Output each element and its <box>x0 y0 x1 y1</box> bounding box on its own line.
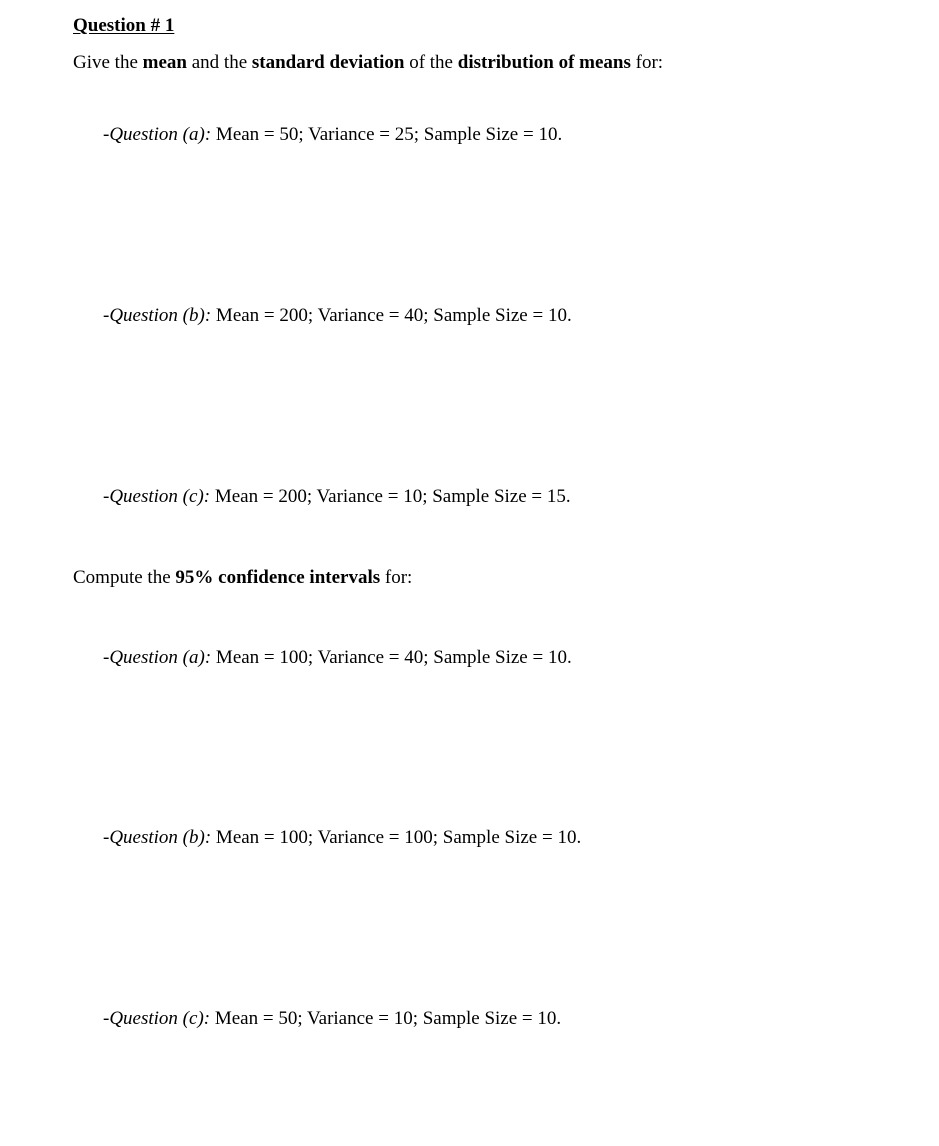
item-dash: - <box>103 827 110 848</box>
item-label: Question (c): <box>109 1008 211 1029</box>
section1-question-b <box>103 305 572 327</box>
instruction-bold-term: standard deviation <box>251 52 405 73</box>
instruction-text: Compute the <box>73 567 176 588</box>
question-heading: Question # 1 <box>73 15 175 36</box>
section2-question-c <box>103 1008 561 1030</box>
instruction-text: for: <box>380 567 413 588</box>
instruction-bold-term: mean <box>142 52 187 73</box>
item-dash: - <box>103 1008 110 1029</box>
item-label: Question (b): <box>109 305 212 326</box>
instruction-text: Give the <box>73 52 143 73</box>
instruction-text: and the <box>186 52 252 73</box>
section2-question-a <box>103 647 572 669</box>
item-text: Mean = 100; Variance = 40; Sample Size = 10. <box>211 647 572 668</box>
item-dash: - <box>103 305 110 326</box>
instruction-bold-term: 95% confidence intervals <box>175 567 381 588</box>
section1-question-c <box>103 486 571 508</box>
item-label: Question (c): <box>109 486 211 507</box>
item-dash: - <box>103 486 110 507</box>
item-text: Mean = 100; Variance = 100; Sample Size = 10. <box>211 827 582 848</box>
item-label: Question (a): <box>109 647 212 668</box>
section2-question-b <box>103 827 581 849</box>
instruction-text: of the <box>404 52 458 73</box>
section1-instruction <box>73 52 663 74</box>
item-label: Question (a): <box>109 124 212 145</box>
instruction-text: for: <box>630 52 664 73</box>
item-dash: - <box>103 124 110 145</box>
item-dash: - <box>103 647 110 668</box>
instruction-bold-term: distribution of means <box>457 52 631 73</box>
item-text: Mean = 50; Variance = 25; Sample Size = 10. <box>211 124 563 145</box>
item-label: Question (b): <box>109 827 212 848</box>
section2-instruction <box>73 567 412 589</box>
item-text: Mean = 200; Variance = 10; Sample Size = 15. <box>210 486 571 507</box>
item-text: Mean = 50; Variance = 10; Sample Size = 10. <box>210 1008 562 1029</box>
item-text: Mean = 200; Variance = 40; Sample Size = 10. <box>211 305 572 326</box>
section1-question-a <box>103 124 562 146</box>
